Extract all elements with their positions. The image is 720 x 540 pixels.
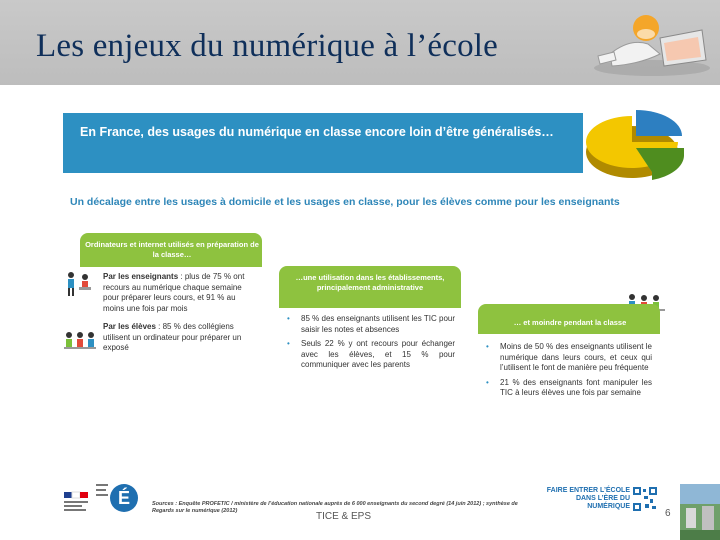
pie-chart-icon <box>582 100 690 190</box>
column-2-list <box>285 314 455 375</box>
svg-text:É: É <box>117 488 131 508</box>
list-item: • Moins de 50 % des enseignants utilisent le numérique dans leurs cours, et ceux qui l’utilisent le font de manière peu fréquente <box>484 342 652 374</box>
corner-photo-icon <box>680 484 720 540</box>
list-item: • 85 % des enseignants utilisent les TIC pour saisir les notes et absences <box>285 314 455 335</box>
list-item: • Seuls 22 % y ont recours pour échanger avec les élèves, et 15 % pour communiquer avec les parents <box>285 339 455 371</box>
column-2-heading: …une utilisation dans les établissements, principalement administrative <box>295 273 445 292</box>
page-title: Les enjeux du numérique à l’école <box>36 28 498 64</box>
paragraph-text: : 85 % des collégiens utilisent un ordinateur pour préparer un exposé <box>103 322 242 352</box>
laptop-figure-icon <box>590 8 715 80</box>
teacher-figures-icon <box>63 270 95 300</box>
brand-tagline: FAIRE ENTRER L’ÉCOLE DANS L’ÈRE DU NUMÉRIQUE <box>546 487 630 510</box>
page-number: 6 <box>665 508 671 519</box>
list-item: • 21 % des enseignants font manipuler les TIC à leurs élèves une fois par semaine <box>484 378 652 399</box>
paragraph-lead: Par les enseignants <box>103 272 179 281</box>
sources-note: Sources : Enquête PROFETIC / ministère de l’éducation nationale auprès de 6 000 enseignants du second degré (14 juin 2012) ; synthèse de Regards sur le numérique (2012) <box>152 501 518 514</box>
headline-text: En France, des usages du numérique en classe encore loin d’être généralisés… <box>80 125 554 139</box>
footer-label: TICE & EPS <box>316 511 372 522</box>
qr-code-icon <box>632 486 658 512</box>
section-subtitle: Un décalage entre les usages à domicile et les usages en classe, pour les élèves comme pour les enseignants <box>70 196 620 208</box>
student-figures-icon <box>63 330 97 352</box>
column-3-list <box>484 342 652 403</box>
headline-banner <box>63 113 583 173</box>
column-1-paragraph-2 <box>103 322 253 354</box>
paragraph-text: : plus de 75 % ont recours au numérique chaque semaine pour préparer leurs cours, et 91 % au moins une fois par mois <box>103 272 245 313</box>
education-e-logo-icon <box>96 480 140 514</box>
column-1-paragraph-1 <box>103 272 253 314</box>
paragraph-lead: Par les élèves <box>103 322 156 331</box>
marianne-logo-icon <box>62 490 92 514</box>
column-3-heading: … et moindre pendant la classe <box>513 318 627 327</box>
column-1-heading: Ordinateurs et internet utilisés en préparation de la classe… <box>85 240 259 259</box>
